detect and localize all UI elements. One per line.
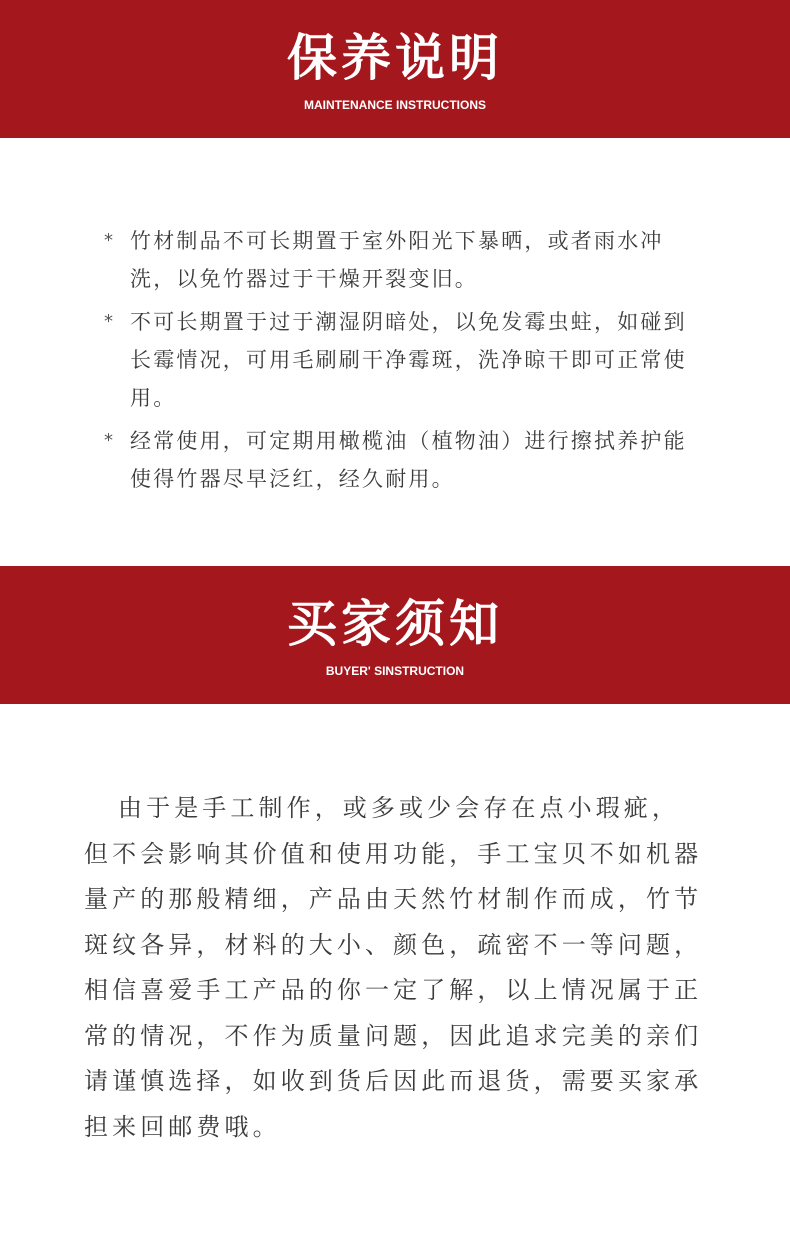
maintenance-banner <box>0 0 790 138</box>
asterisk-icon: * <box>104 430 116 451</box>
maintenance-note <box>104 303 704 417</box>
maintenance-title: 保养说明 <box>287 28 503 87</box>
buyer-banner <box>0 566 790 704</box>
maintenance-subtitle: MAINTENANCE INSTRUCTIONS <box>304 98 486 112</box>
maintenance-note-text: 竹材制品不可长期置于室外阳光下暴晒，或者雨水冲洗，以免竹器过于干燥开裂变旧。 <box>130 229 664 291</box>
maintenance-note-text: 经常使用，可定期用橄榄油（植物油）进行擦拭养护能使得竹器尽早泛红，经久耐用。 <box>130 429 687 491</box>
buyer-notice-text: 由于是手工制作，或多或少会存在点小瑕疵，但不会影响其价值和使用功能，手工宝贝不如机器量产的那般精细，产品由天然竹材制作而成，竹节斑纹各异，材料的大小、颜色，疏密不一等问题，相信喜爱手工产品的你一定了解，以上情况属于正常的情况，不作为质量问题，因此追求完美的亲们请谨慎选择，如收到货后因此而退货，需要买家承担来回邮费哦。 <box>84 794 703 1141</box>
buyer-title: 买家须知 <box>287 594 503 653</box>
maintenance-note <box>104 222 704 298</box>
buyer-subtitle: BUYER' SINSTRUCTION <box>325 664 465 678</box>
maintenance-note-text: 不可长期置于过于潮湿阴暗处，以免发霉虫蛀，如碰到长霉情况，可用毛刷刷干净霉斑，洗净晾干即可正常使用。 <box>130 310 687 410</box>
asterisk-icon: * <box>104 311 116 332</box>
asterisk-icon: * <box>104 230 116 251</box>
maintenance-note <box>104 422 704 498</box>
maintenance-notes <box>104 222 704 503</box>
